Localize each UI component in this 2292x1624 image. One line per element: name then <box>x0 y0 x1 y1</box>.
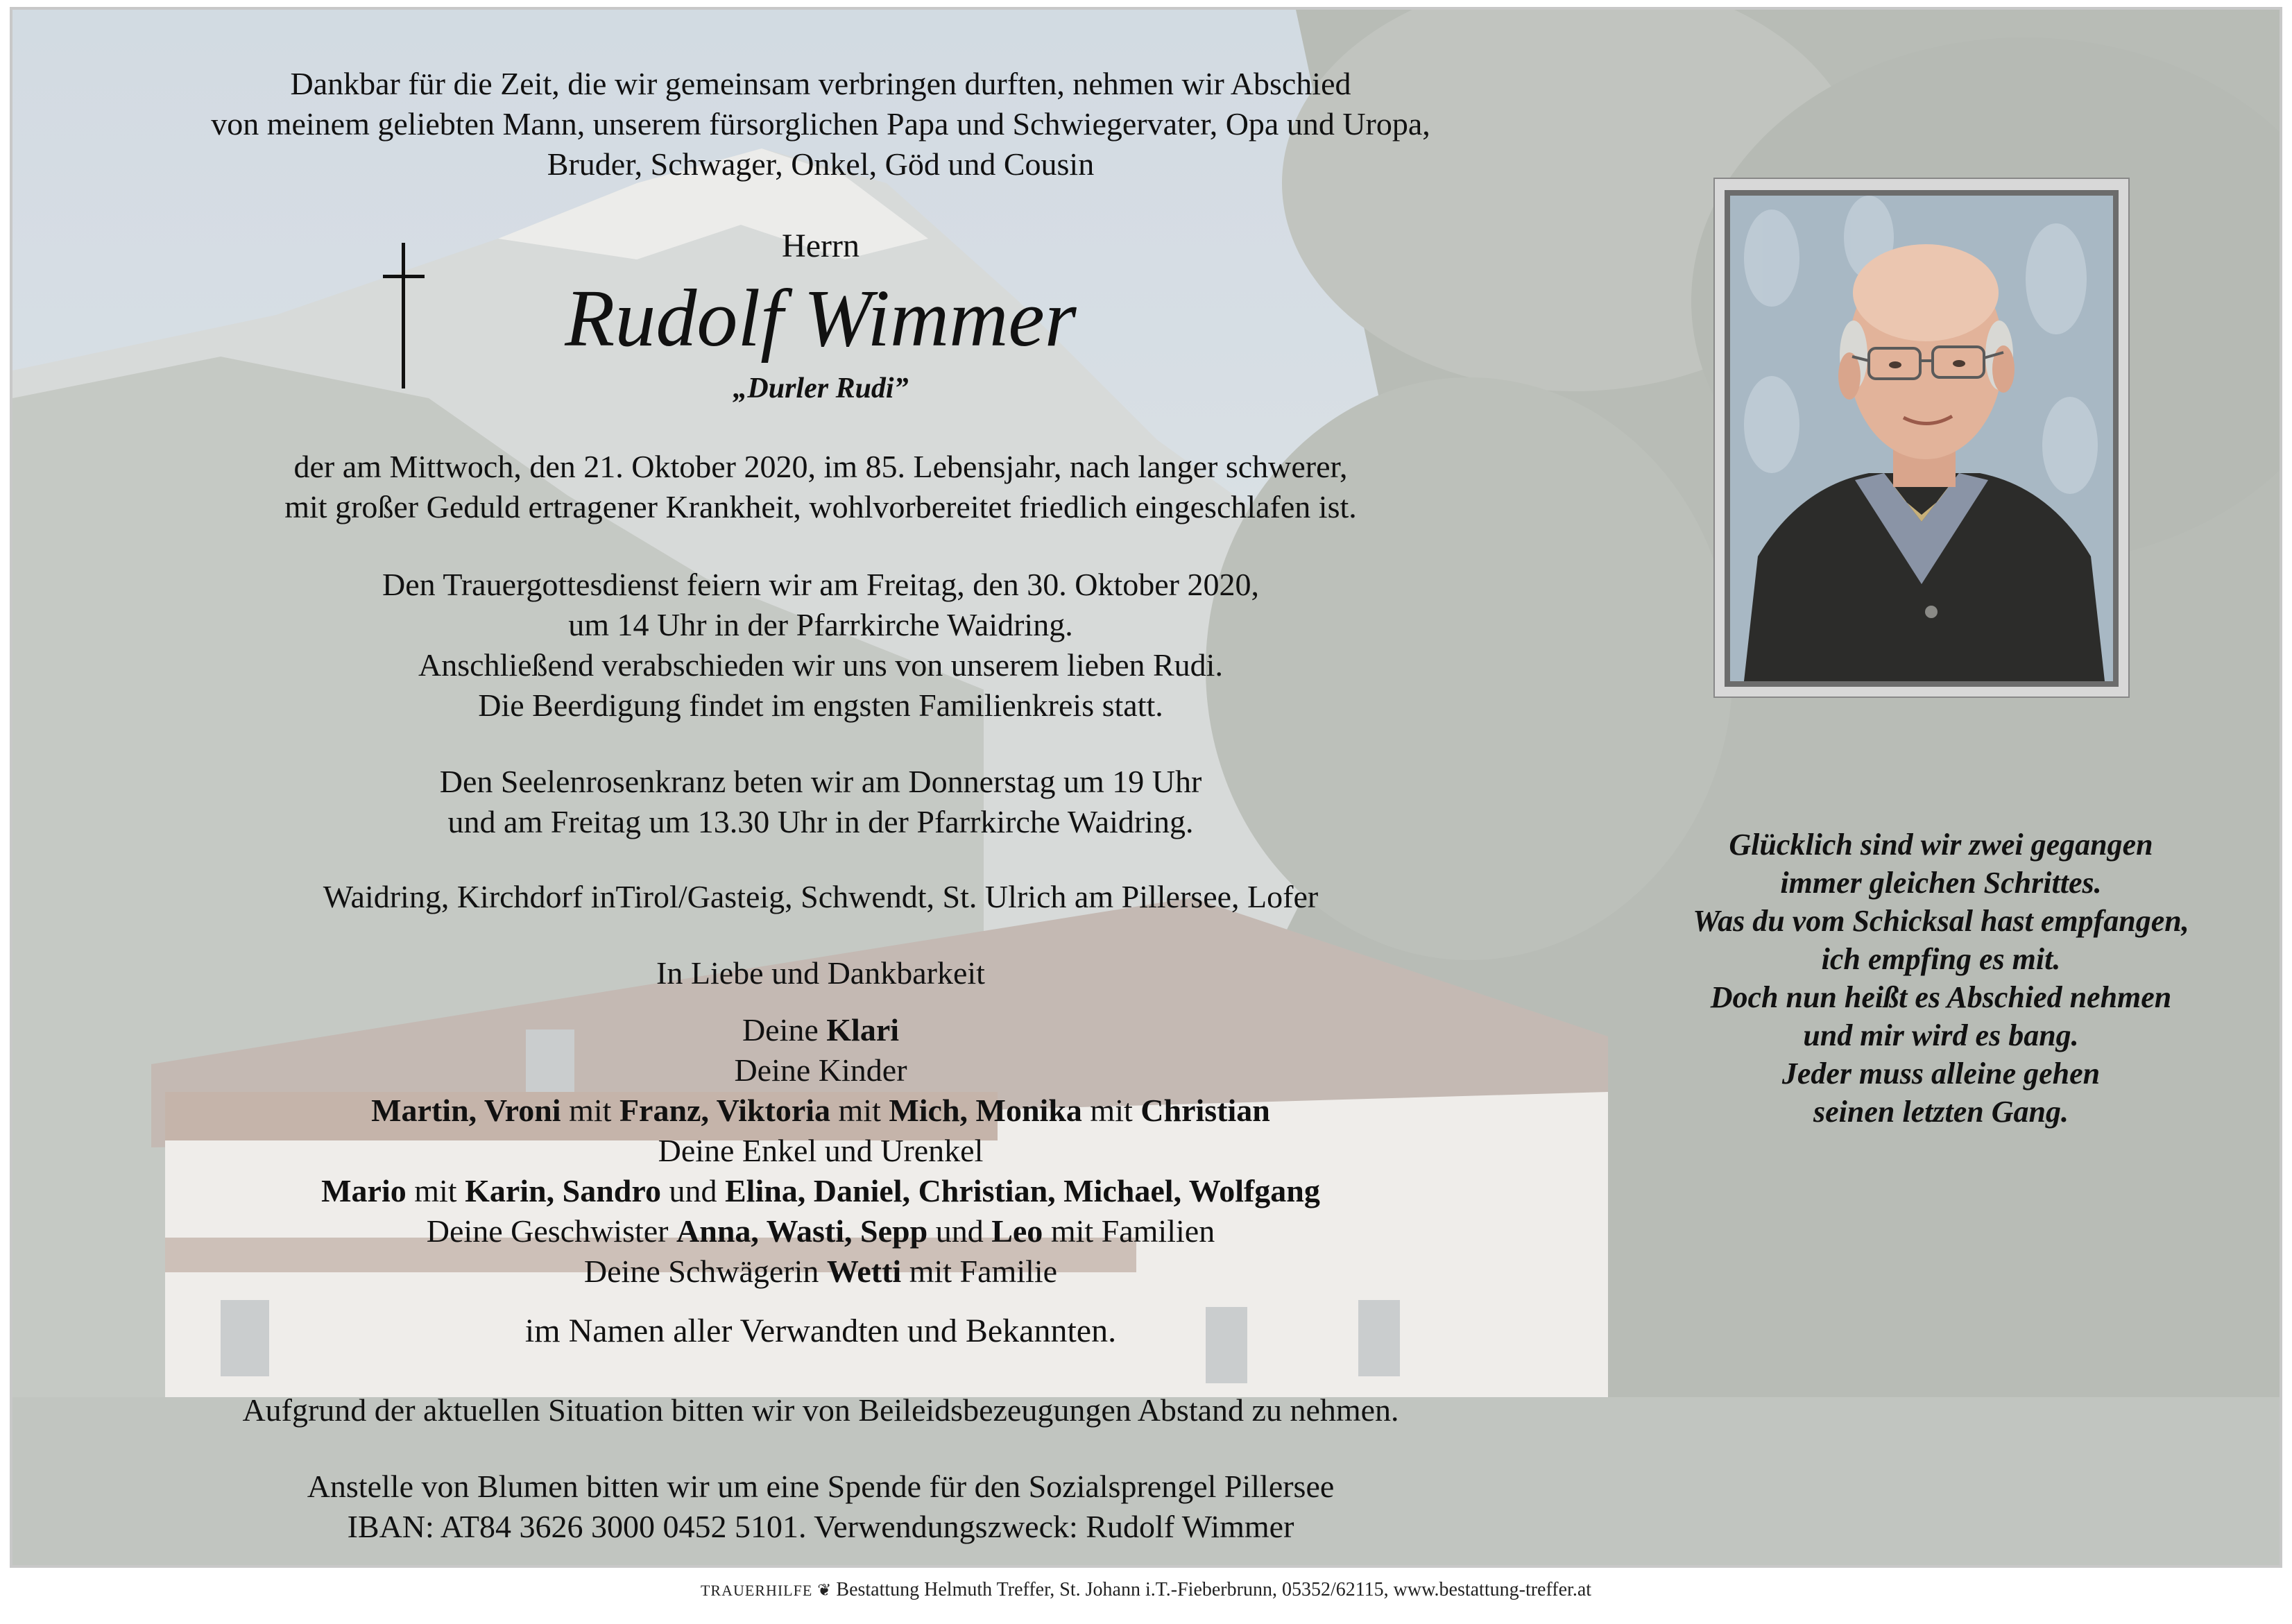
children-c: Mich, Monika <box>889 1093 1082 1128</box>
intro-line-3: Bruder, Schwager, Onkel, Göd und Cousin <box>547 146 1095 182</box>
death-notice-line-1: der am Mittwoch, den 21. Oktober 2020, im 85. Lebensjahr, nach langer schwerer, <box>293 449 1348 484</box>
intro-line-1: Dankbar für die Zeit, die wir gemeinsam verbringen durften, nehmen wir Abschied <box>290 66 1351 101</box>
portrait-photo <box>1725 190 2119 687</box>
poem-line-7: Jeder muss alleine gehen <box>1781 1057 2101 1091</box>
rosary-line-2: und am Freitag um 13.30 Uhr in der Pfarrkirche Waidring. <box>447 804 1194 839</box>
siblings <box>12 1211 1629 1251</box>
grandchildren-b: Karin, Sandro <box>465 1173 661 1208</box>
children-with-3: mit <box>1090 1093 1133 1128</box>
wife-prefix: Deine <box>742 1012 819 1048</box>
siblings-a: Anna, Wasti, Sepp <box>676 1213 928 1249</box>
sister-in-law <box>12 1251 1629 1292</box>
deceased-name: Rudolf Wimmer <box>565 273 1077 364</box>
sister-in-law-suffix: mit Familie <box>909 1254 1058 1289</box>
children-label: Deine Kinder <box>734 1052 907 1088</box>
poem-line-6: und mir wird es bang. <box>1803 1018 2079 1052</box>
children-b: Franz, Viktoria <box>619 1093 831 1128</box>
funeral-line-2: um 14 Uhr in der Pfarrkirche Waidring. <box>568 607 1073 642</box>
grandchildren-c: Elina, Daniel, Christian, Michael, Wolfgang <box>724 1173 1320 1208</box>
donation-line-2: IBAN: AT84 3626 3000 0452 5101. Verwendungszweck: Rudolf Wimmer <box>347 1509 1294 1544</box>
footer <box>0 1579 2292 1601</box>
death-notice-line-2: mit großer Geduld ertragener Krankheit, wohlvorbereitet friedlich eingeschlafen ist. <box>284 489 1357 524</box>
feather-icon: ❦ <box>817 1582 832 1600</box>
nickname: „Durler Rudi” <box>733 373 909 404</box>
children-a: Martin, Vroni <box>371 1093 561 1128</box>
rosary-line-1: Den Seelenrosenkranz beten wir am Donnerstag um 19 Uhr <box>439 764 1202 799</box>
poem-line-3: Was du vom Schicksal hast empfangen, <box>1693 904 2189 938</box>
salutation: Herrn <box>782 228 860 264</box>
footer-brand: TRAUERHILFE <box>700 1582 813 1599</box>
sister-in-law-prefix: Deine Schwägerin <box>583 1254 819 1289</box>
poem-line-8: seinen letzten Gang. <box>1813 1095 2069 1129</box>
family-wife <box>12 1010 1629 1050</box>
covid-note: Aufgrund der aktuellen Situation bitten wir von Beileidsbezeugungen Abstand zu nehmen. <box>242 1392 1399 1428</box>
portrait-image <box>1730 196 2113 681</box>
poem-line-4: ich empfing es mit. <box>1821 942 2061 976</box>
sister-in-law-name: Wetti <box>826 1254 902 1289</box>
siblings-and: und <box>935 1213 984 1249</box>
grandchildren-label: Deine Enkel und Urenkel <box>658 1133 984 1168</box>
grandchildren-with: mit <box>414 1173 457 1208</box>
children-with-2: mit <box>838 1093 881 1128</box>
poem-line-1: Glücklich sind wir zwei gegangen <box>1729 828 2153 862</box>
funeral-line-4: Die Beerdigung findet im engsten Familienkreis statt. <box>478 687 1163 723</box>
siblings-prefix: Deine Geschwister <box>426 1213 669 1249</box>
poem-line-2: immer gleichen Schrittes. <box>1780 866 2102 900</box>
on-behalf: im Namen aller Verwandten und Bekannten. <box>524 1313 1117 1349</box>
funeral-line-1: Den Trauergottesdienst feiern wir am Freitag, den 30. Oktober 2020, <box>382 567 1259 602</box>
footer-text: Bestattung Helmuth Treffer, St. Johann i.T.-Fieberbrunn, 05352/62115, www.bestattung-treffer.at <box>836 1579 1592 1600</box>
grandchildren-a: Mario <box>321 1173 407 1208</box>
children-with-1: mit <box>569 1093 612 1128</box>
intro-line-2: von meinem geliebten Mann, unserem fürsorglichen Papa und Schwiegervater, Opa und Uropa, <box>211 106 1430 142</box>
wife-name: Klari <box>826 1012 900 1048</box>
poem-line-5: Doch nun heißt es Abschied nehmen <box>1710 980 2172 1014</box>
grandchildren-and: und <box>669 1173 717 1208</box>
children-d: Christian <box>1140 1093 1270 1128</box>
closing: In Liebe und Dankbarkeit <box>656 955 985 991</box>
mourning-places: Waidring, Kirchdorf inTirol/Gasteig, Schwendt, St. Ulrich am Pillersee, Lofer <box>323 879 1319 914</box>
donation-line-1: Anstelle von Blumen bitten wir um eine Spende für den Sozialsprengel Pillersee <box>307 1469 1335 1504</box>
children-names <box>12 1091 1629 1131</box>
siblings-suffix: mit Familien <box>1050 1213 1215 1249</box>
siblings-b: Leo <box>991 1213 1043 1249</box>
grandchildren-names <box>12 1171 1629 1211</box>
funeral-line-3: Anschließend verabschieden wir uns von unserem lieben Rudi. <box>418 647 1223 683</box>
